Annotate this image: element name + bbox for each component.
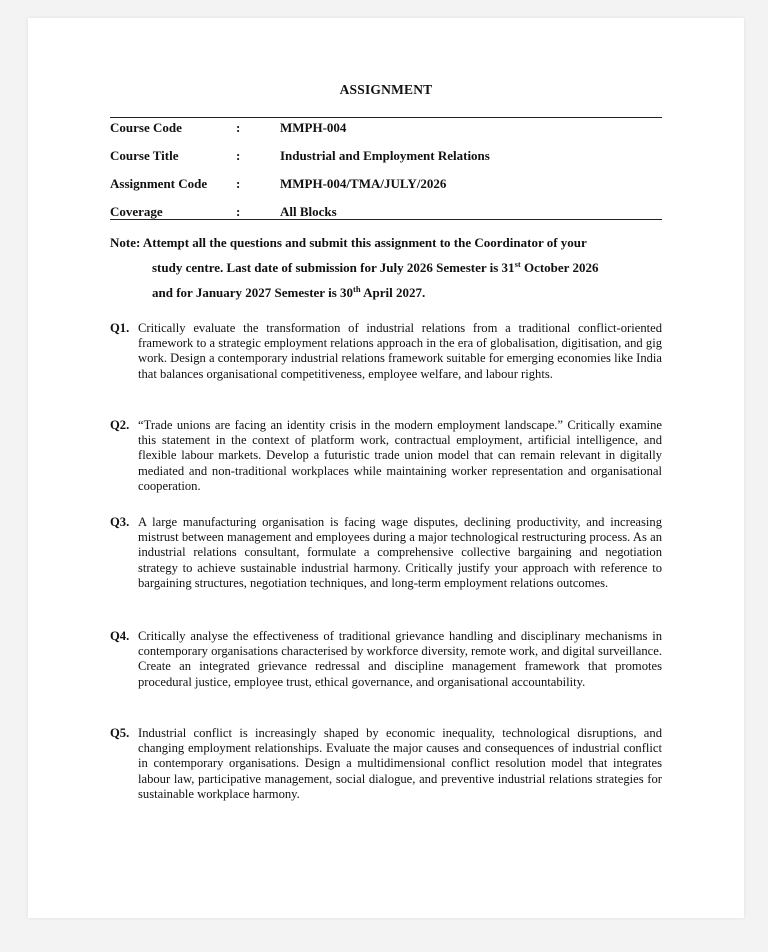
- question-number: Q5.: [110, 726, 130, 740]
- question-number: Q3.: [110, 515, 130, 529]
- submission-note: [110, 230, 662, 305]
- question-5: [110, 726, 662, 802]
- note-line-3: [110, 280, 662, 305]
- meta-value: Industrial and Employment Relations: [280, 148, 490, 163]
- meta-colon: :: [236, 176, 241, 191]
- question-number: Q1.: [110, 321, 130, 335]
- note-text: April 2027.: [360, 285, 426, 300]
- question-number: Q4.: [110, 629, 130, 643]
- meta-label: Assignment Code: [110, 176, 208, 191]
- meta-value: MMPH-004: [280, 120, 347, 135]
- question-3: [110, 515, 662, 591]
- meta-colon: :: [236, 120, 241, 135]
- question-number: Q2.: [110, 418, 130, 432]
- question-text: Industrial conflict is increasingly shaped by economic inequality, technological disruptions, and changing employment relationships. Evaluate the major causes and consequences of industrial conflict in contemporary organisations. Design a multidimensional conflict resolution model that integrates labour law, participative management, social dialogue, and preventive industrial relations strategies for sustainable workplace harmony.: [138, 726, 662, 801]
- question-1: [110, 321, 662, 382]
- note-superscript: st: [514, 259, 521, 269]
- question-text: “Trade unions are facing an identity crisis in the modern employment landscape.” Critically examine this statement in the context of platform work, contractual employment, artificial intelligence, and flexible labour markets. Develop a futuristic trade union model that can remain relevant in digitally mediated and non-traditional workplaces while maintaining worker representation and organisational cooperation.: [138, 418, 662, 493]
- question-4: [110, 629, 662, 690]
- note-line-1: Note: Attempt all the questions and submit this assignment to the Coordinator of your: [110, 235, 587, 250]
- note-text: October 2026: [520, 260, 599, 275]
- meta-label: Coverage: [110, 204, 163, 219]
- question-text: Critically evaluate the transformation of industrial relations from a traditional conflict-oriented framework to a strategic employment relations approach in the era of globalisation, digitisation, and gig work. Design a contemporary industrial relations framework suitable for emerging economies like India that balances organisational competitiveness, employee welfare, and labour rights.: [138, 321, 662, 381]
- meta-label: Course Title: [110, 148, 179, 163]
- question-text: A large manufacturing organisation is facing wage disputes, declining productivity, and increasing mistrust between management and employees during a major technological restructuring process. As an industrial relations consultant, formulate a comprehensive collective bargaining and negotiation strategy to achieve sustainable industrial harmony. Critically justify your approach with reference to bargaining structures, negotiation techniques, and long-term employment relations outcomes.: [138, 515, 662, 590]
- document-page: [28, 18, 744, 918]
- meta-colon: :: [236, 148, 241, 163]
- note-text: and for January 2027 Semester is 30: [152, 285, 354, 300]
- header-top-rule: [110, 117, 662, 118]
- meta-colon: :: [236, 204, 241, 219]
- meta-value: All Blocks: [280, 204, 337, 219]
- question-2: [110, 418, 662, 494]
- note-line-2: [110, 255, 662, 280]
- meta-label: Course Code: [110, 120, 182, 135]
- note-text: study centre. Last date of submission for July 2026 Semester is 31: [152, 260, 515, 275]
- document-title: ASSIGNMENT: [339, 82, 433, 97]
- meta-value: MMPH-004/TMA/JULY/2026: [280, 176, 447, 191]
- note-superscript: th: [353, 284, 361, 294]
- header-bottom-rule: [110, 219, 662, 220]
- question-text: Critically analyse the effectiveness of traditional grievance handling and disciplinary mechanisms in contemporary organisations characterised by workforce diversity, remote work, and digital surveillance. Create an integrated grievance redressal and discipline management framework that promotes procedural justice, employee trust, ethical governance, and organisational accountability.: [138, 629, 662, 689]
